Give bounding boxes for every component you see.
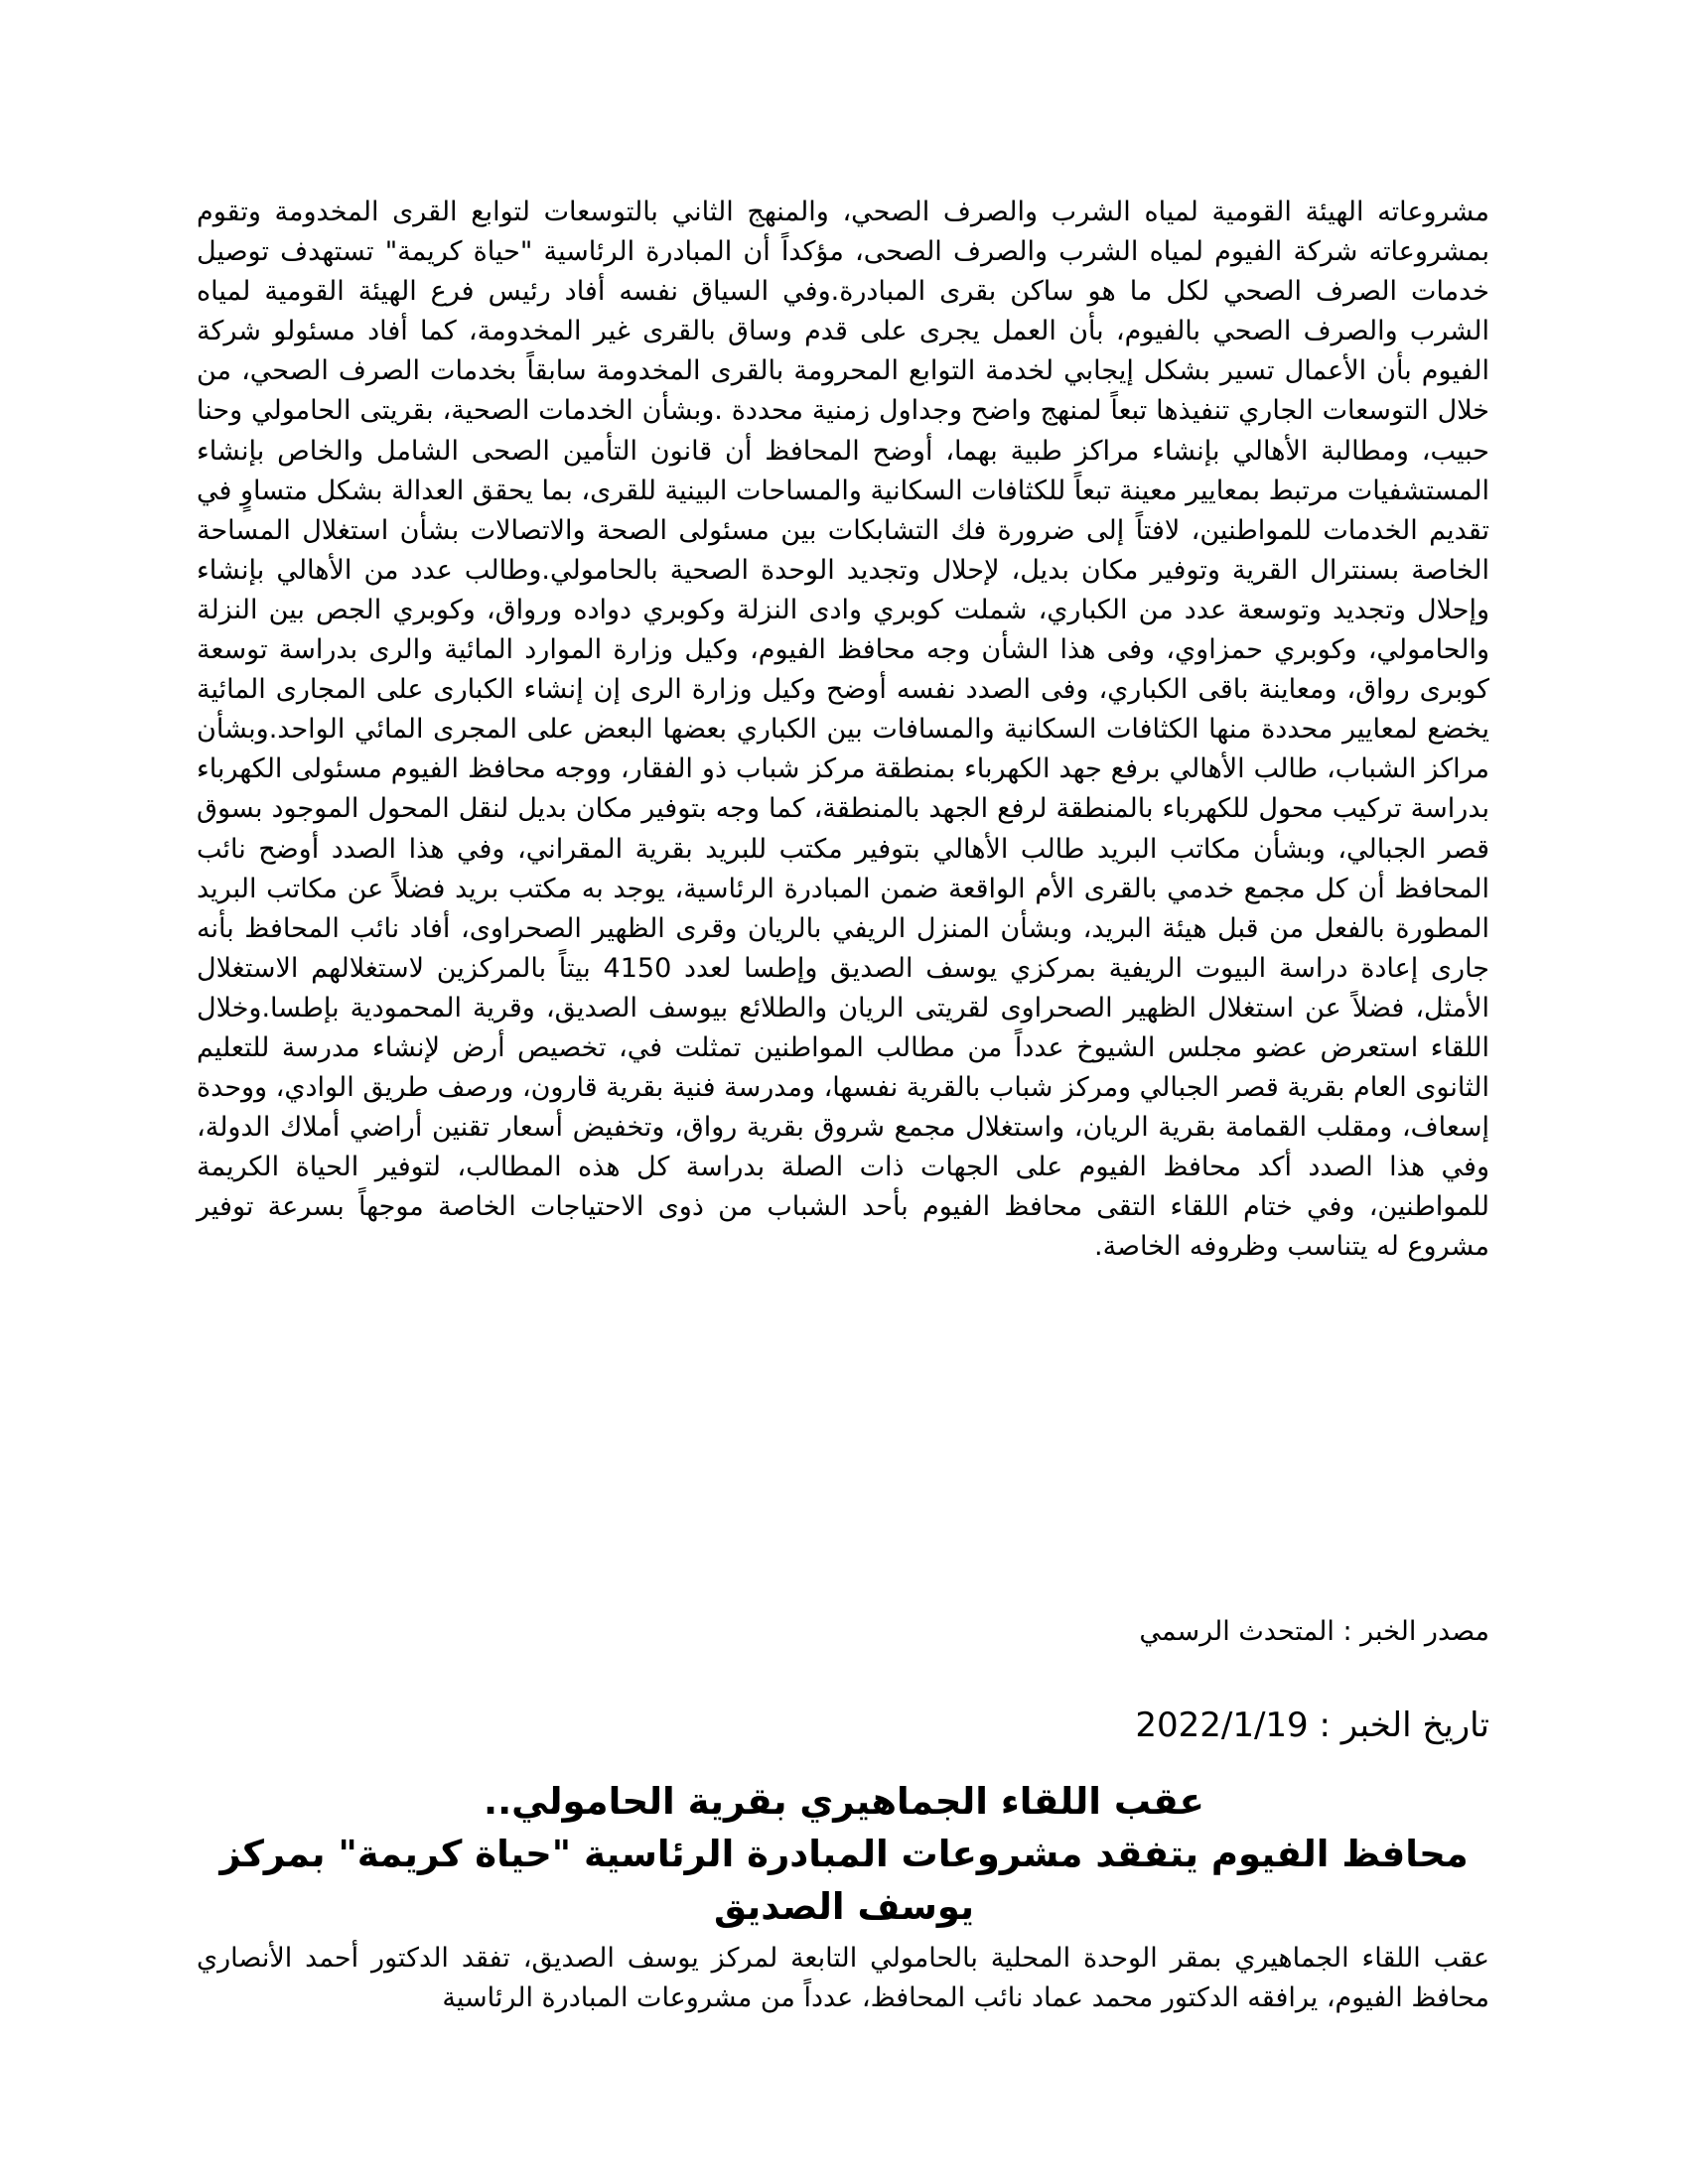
article-body-continued: مشروعاته الهيئة القومية لمياه الشرب والصرف الصحي، والمنهج الثاني بالتوسعات لتوابع القرى المخدومة وتقوم بمشروعاته شركة الفيوم لمياه الشرب والصرف الصحى، مؤكداً أن المبادرة الرئاسية "حياة كريمة" تستهدف توصيل خدمات الصرف الصحي لكل ما هو ساكن بقرى المبادرة.وفي السياق نفسه أفاد رئيس فرع الهيئة القومية لمياه الشرب والصرف الصحي بالفيوم، بأن العمل يجرى على قدم وساق بالقرى غير المخدومة، كما أفاد مسئولو شركة الفيوم بأن الأعمال تسير بشكل إيجابي لخدمة التوابع المحرومة بالقرى المخدومة سابقاً بخدمات الصرف الصحي، من خلال التوسعات الجاري تنفيذها تبعاً لمنهج واضح وجداول زمنية محددة .وبشأن الخدمات الصحية، بقريتى الحامولي وحنا حبيب، ومطالبة الأهالي بإنشاء مراكز طبية بهما، أوضح المحافظ أن قانون التأمين الصحى الشامل والخاص بإنشاء المستشفيات مرتبط بمعايير معينة تبعاً للكثافات السكانية والمساحات البينية للقرى، بما يحقق العدالة بشكل متساوٍ في تقديم الخدمات للمواطنين، لافتاً إلى ضرورة فك التشابكات بين مسئولى الصحة والاتصالات بشأن استغلال المساحة الخاصة بسنترال القرية وتوفير مكان بديل، لإحلال وتجديد الوحدة الصحية بالحامولي.وطالب عدد من الأهالي بإنشاء وإحلال وتجديد وتوسعة عدد من الكباري، شملت كوبري وادى النزلة وكوبري دواده ورواق، وكوبري الجص بين النزلة والحامولي، وكوبري حمزاوي، وفى هذا الشأن وجه محافظ الفيوم، وكيل وزارة الموارد المائية والرى بدراسة توسعة كوبرى رواق، ومعاينة باقى الكباري، وفى الصدد نفسه أوضح وكيل وزارة الرى إن إنشاء الكبارى على المجارى المائية يخضع لمعايير محددة منها الكثافات السكانية والمسافات بين الكباري بعضها البعض على المجرى المائي الواحد.وبشأن مراكز الشباب، طالب الأهالي برفع جهد الكهرباء بمنطقة مركز شباب ذو الفقار، ووجه محافظ الفيوم مسئولى الكهرباء بدراسة تركيب محول للكهرباء بالمنطقة لرفع الجهد بالمنطقة، كما وجه بتوفير مكان بديل لنقل المحول الموجود بسوق قصر الجبالي، وبشأن مكاتب البريد طالب الأهالي بتوفير مكتب للبريد بقرية المقراني، وفي هذا الصدد أوضح نائب المحافظ أن كل مجمع خدمي بالقرى الأم الواقعة ضمن المبادرة الرئاسية، يوجد به مكتب بريد فضلاً عن مكاتب البريد المطورة بالفعل من قبل هيئة البريد، وبشأن المنزل الريفي بالريان وقرى الظهير الصحراوى، أفاد نائب المحافظ بأنه جارى إعادة دراسة البيوت الريفية بمركزي يوسف الصديق وإطسا لعدد 4150 بيتاً بالمركزين لاستغلالهم الاستغلال الأمثل، فضلاً عن استغلال الظهير الصحراوى لقريتى الريان والطلائع بيوسف الصديق، وقرية المحمودية بإطسا.وخلال اللقاء استعرض عضو مجلس الشيوخ عدداً من مطالب المواطنين تمثلت في، تخصيص أرض لإنشاء مدرسة للتعليم الثانوى العام بقرية قصر الجبالي ومركز شباب بالقرية نفسها، ومدرسة فنية بقرية قارون، ورصف طريق الوادي، ووحدة إسعاف، ومقلب القمامة بقرية الريان، واستغلال مجمع شروق بقرية رواق، وتخفيض أسعار تقنين أراضي أملاك الدولة، وفي هذا الصدد أكد محافظ الفيوم على الجهات ذات الصلة بدراسة كل هذه المطالب، لتوفير الحياة الكريمة للمواطنين، وفي ختام اللقاء التقى محافظ الفيوم بأحد الشباب من ذوى الاحتياجات الخاصة موجهاً بسرعة توفير مشروع له يتناسب وظروفه الخاصة. — [196, 197, 1489, 1263]
article-lead-paragraph: عقب اللقاء الجماهيري بمقر الوحدة المحلية بالحامولي التابعة لمركز يوسف الصديق، تفقد الدكتور أحمد الأنصاري محافظ الفيوم، يرافقه الدكتور محمد عماد نائب المحافظ، عدداً من مشروعات المبادرة الرئاسية — [197, 1943, 1489, 2013]
headline-line-2: محافظ الفيوم يتفقد مشروعات المبادرة الرئاسية "حياة كريمة" بمركز يوسف الصديق — [219, 1833, 1469, 1928]
headline-line-1: عقب اللقاء الجماهيري بقرية الحامولي.. — [484, 1780, 1204, 1823]
news-source-line: مصدر الخبر : المتحدث الرسمي — [1139, 1616, 1489, 1647]
article-headline — [218, 1775, 1470, 1933]
news-date-line: تاريخ الخبر : 2022/1/19 — [1135, 1706, 1489, 1745]
